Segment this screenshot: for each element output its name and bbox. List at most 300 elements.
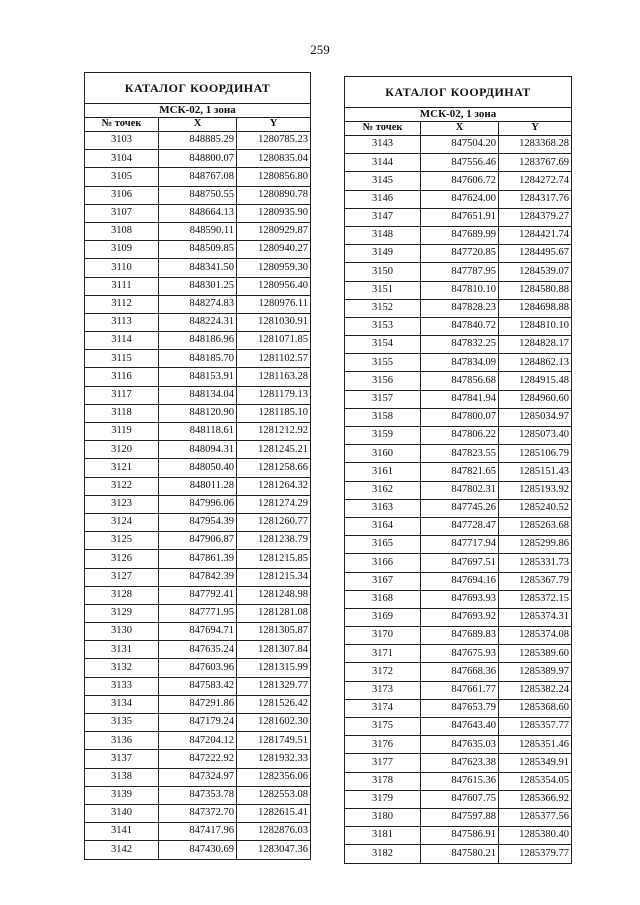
y-coordinate-cell: 1280929.87 [237,222,311,240]
table-row [85,204,311,222]
point-number-cell: 3174 [345,699,421,717]
point-number-cell: 3110 [85,259,159,277]
x-coordinate-cell: 848186.96 [159,332,237,350]
y-coordinate-cell: 1281526.42 [237,695,311,713]
x-coordinate-cell: 847823.55 [421,445,499,463]
y-coordinate-cell: 1281215.34 [237,568,311,586]
y-coordinate-cell: 1281305.87 [237,623,311,641]
table-row [345,754,572,772]
point-number-cell: 3153 [345,317,421,335]
point-number-cell: 3148 [345,226,421,244]
point-number-cell: 3124 [85,513,159,531]
page-number: 259 [310,42,330,57]
point-number-cell: 3166 [345,554,421,572]
x-coordinate-cell: 848750.55 [159,186,237,204]
y-coordinate-cell: 1285351.46 [499,736,572,754]
y-coordinate-cell: 1285382.24 [499,681,572,699]
table-row [85,186,311,204]
point-number-cell: 3171 [345,645,421,663]
x-coordinate-cell: 848050.40 [159,459,237,477]
point-number-cell: 3164 [345,517,421,535]
x-coordinate-cell: 847653.79 [421,699,499,717]
table-row [85,277,311,295]
y-coordinate-cell: 1281248.98 [237,586,311,604]
x-coordinate-cell: 847179.24 [159,714,237,732]
table-row [345,317,572,335]
x-coordinate-cell: 847353.78 [159,786,237,804]
table-row [85,441,311,459]
x-coordinate-cell: 847720.85 [421,245,499,263]
table-row [345,808,572,826]
table-row [345,190,572,208]
y-coordinate-cell: 1285151.43 [499,463,572,481]
y-coordinate-cell: 1280856.80 [237,168,311,186]
y-coordinate-cell: 1283767.69 [499,154,572,172]
y-coordinate-cell: 1281163.28 [237,368,311,386]
x-coordinate-cell: 848274.83 [159,295,237,313]
point-number-cell: 3127 [85,568,159,586]
x-coordinate-cell: 847643.40 [421,718,499,736]
x-coordinate-cell: 847597.88 [421,808,499,826]
x-coordinate-cell: 848120.90 [159,404,237,422]
table-row [345,445,572,463]
point-number-cell: 3157 [345,390,421,408]
y-coordinate-cell: 1281071.85 [237,332,311,350]
table-row [85,532,311,550]
table-row [85,550,311,568]
column-header-x: X [421,122,499,136]
table-row [345,627,572,645]
table-row [85,332,311,350]
table-row [345,136,572,154]
point-number-cell: 3105 [85,168,159,186]
y-coordinate-cell: 1282615.41 [237,804,311,822]
table-row [85,295,311,313]
x-coordinate-cell: 847717.94 [421,536,499,554]
coordinate-catalog-table-left [84,72,311,860]
point-number-cell: 3167 [345,572,421,590]
x-coordinate-cell: 847689.83 [421,627,499,645]
y-coordinate-cell: 1281274.29 [237,495,311,513]
point-number-cell: 3168 [345,590,421,608]
y-coordinate-cell: 1284272.74 [499,172,572,190]
y-coordinate-cell: 1284580.88 [499,281,572,299]
x-coordinate-cell: 847635.24 [159,641,237,659]
x-coordinate-cell: 847834.09 [421,354,499,372]
point-number-cell: 3136 [85,732,159,750]
y-coordinate-cell: 1282356.06 [237,768,311,786]
point-number-cell: 3130 [85,623,159,641]
table-row [345,554,572,572]
x-coordinate-cell: 848800.07 [159,150,237,168]
table-row [85,623,311,641]
x-coordinate-cell: 847954.39 [159,513,237,531]
point-number-cell: 3173 [345,681,421,699]
column-header-point-number: № точек [85,118,159,132]
x-coordinate-cell: 847624.00 [421,190,499,208]
y-coordinate-cell: 1284495.67 [499,245,572,263]
point-number-cell: 3172 [345,663,421,681]
y-coordinate-cell: 1280956.40 [237,277,311,295]
table-row [345,608,572,626]
x-coordinate-cell: 847841.94 [421,390,499,408]
table-row [85,241,311,259]
point-number-cell: 3180 [345,808,421,826]
table-row [85,586,311,604]
y-coordinate-cell: 1281264.32 [237,477,311,495]
table-row [345,427,572,445]
catalog-title: КАТАЛОГ КООРДИНАТ [85,73,311,104]
table-row [345,208,572,226]
table-row [85,404,311,422]
point-number-cell: 3108 [85,222,159,240]
y-coordinate-cell: 1284539.07 [499,263,572,281]
y-coordinate-cell: 1283368.28 [499,136,572,154]
table-row [345,718,572,736]
table-row [345,663,572,681]
x-coordinate-cell: 847556.46 [421,154,499,172]
x-coordinate-cell: 848885.29 [159,132,237,150]
x-coordinate-cell: 847222.92 [159,750,237,768]
y-coordinate-cell: 1285389.97 [499,663,572,681]
table-row [85,677,311,695]
point-number-cell: 3177 [345,754,421,772]
point-number-cell: 3154 [345,336,421,354]
table-row [345,699,572,717]
y-coordinate-cell: 1285349.91 [499,754,572,772]
x-coordinate-cell: 848134.04 [159,386,237,404]
table-row [345,354,572,372]
y-coordinate-cell: 1285331.73 [499,554,572,572]
table-row [345,827,572,845]
table-row [85,732,311,750]
x-coordinate-cell: 848767.08 [159,168,237,186]
x-coordinate-cell: 847821.65 [421,463,499,481]
y-coordinate-cell: 1282553.08 [237,786,311,804]
table-row [345,463,572,481]
x-coordinate-cell: 847828.23 [421,299,499,317]
x-coordinate-cell: 847840.72 [421,317,499,335]
point-number-cell: 3134 [85,695,159,713]
table-row [85,786,311,804]
x-coordinate-cell: 847906.87 [159,532,237,550]
column-header-y: Y [499,122,572,136]
table-row [85,604,311,622]
y-coordinate-cell: 1284810.10 [499,317,572,335]
point-number-cell: 3107 [85,204,159,222]
point-number-cell: 3133 [85,677,159,695]
point-number-cell: 3113 [85,313,159,331]
table-row [345,499,572,517]
x-coordinate-cell: 847787.95 [421,263,499,281]
y-coordinate-cell: 1285372.15 [499,590,572,608]
x-coordinate-cell: 847668.36 [421,663,499,681]
table-row [345,172,572,190]
catalog-body-right [345,136,572,864]
table-row [85,459,311,477]
x-coordinate-cell: 848094.31 [159,441,237,459]
point-number-cell: 3117 [85,386,159,404]
x-coordinate-cell: 847623.38 [421,754,499,772]
point-number-cell: 3112 [85,295,159,313]
table-row [85,350,311,368]
point-number-cell: 3106 [85,186,159,204]
point-number-cell: 3121 [85,459,159,477]
table-row [85,513,311,531]
point-number-cell: 3161 [345,463,421,481]
y-coordinate-cell: 1280835.04 [237,150,311,168]
table-row [345,481,572,499]
x-coordinate-cell: 848341.50 [159,259,237,277]
column-header-point-number: № точек [345,122,421,136]
y-coordinate-cell: 1285106.79 [499,445,572,463]
point-number-cell: 3142 [85,841,159,859]
table-row [345,299,572,317]
table-row [85,714,311,732]
y-coordinate-cell: 1285240.52 [499,499,572,517]
point-number-cell: 3169 [345,608,421,626]
point-number-cell: 3103 [85,132,159,150]
point-number-cell: 3114 [85,332,159,350]
table-row [85,423,311,441]
table-row [345,790,572,808]
table-row [85,222,311,240]
y-coordinate-cell: 1285366.92 [499,790,572,808]
y-coordinate-cell: 1281179.13 [237,386,311,404]
x-coordinate-cell: 848590.11 [159,222,237,240]
y-coordinate-cell: 1284379.27 [499,208,572,226]
x-coordinate-cell: 847430.69 [159,841,237,859]
x-coordinate-cell: 847675.93 [421,645,499,663]
y-coordinate-cell: 1285034.97 [499,408,572,426]
point-number-cell: 3149 [345,245,421,263]
point-number-cell: 3135 [85,714,159,732]
x-coordinate-cell: 847810.10 [421,281,499,299]
table-row [85,659,311,677]
table-row [85,750,311,768]
point-number-cell: 3126 [85,550,159,568]
y-coordinate-cell: 1281258.66 [237,459,311,477]
point-number-cell: 3119 [85,423,159,441]
x-coordinate-cell: 847204.12 [159,732,237,750]
y-coordinate-cell: 1280785.23 [237,132,311,150]
y-coordinate-cell: 1285357.77 [499,718,572,736]
x-coordinate-cell: 847832.25 [421,336,499,354]
point-number-cell: 3125 [85,532,159,550]
table-row [85,168,311,186]
x-coordinate-cell: 848224.31 [159,313,237,331]
y-coordinate-cell: 1285073.40 [499,427,572,445]
x-coordinate-cell: 847583.42 [159,677,237,695]
table-row [345,645,572,663]
x-coordinate-cell: 847606.72 [421,172,499,190]
point-number-cell: 3152 [345,299,421,317]
catalog-zone: МСК-02, 1 зона [85,104,311,118]
y-coordinate-cell: 1280935.90 [237,204,311,222]
x-coordinate-cell: 847372.70 [159,804,237,822]
y-coordinate-cell: 1281212.92 [237,423,311,441]
table-row [345,226,572,244]
table-row [85,841,311,859]
y-coordinate-cell: 1280959.30 [237,259,311,277]
x-coordinate-cell: 847802.31 [421,481,499,499]
y-coordinate-cell: 1285377.56 [499,808,572,826]
y-coordinate-cell: 1285374.31 [499,608,572,626]
y-coordinate-cell: 1284421.74 [499,226,572,244]
table-row [345,772,572,790]
table-row [345,408,572,426]
y-coordinate-cell: 1281102.57 [237,350,311,368]
point-number-cell: 3158 [345,408,421,426]
y-coordinate-cell: 1284915.48 [499,372,572,390]
coordinate-catalog-table-right [344,76,572,864]
x-coordinate-cell: 847504.20 [421,136,499,154]
table-row [85,313,311,331]
column-header-y: Y [237,118,311,132]
x-coordinate-cell: 847800.07 [421,408,499,426]
point-number-cell: 3176 [345,736,421,754]
y-coordinate-cell: 1284828.17 [499,336,572,354]
point-number-cell: 3182 [345,845,421,863]
y-coordinate-cell: 1281030.91 [237,313,311,331]
point-number-cell: 3116 [85,368,159,386]
y-coordinate-cell: 1281329.77 [237,677,311,695]
table-row [345,681,572,699]
point-number-cell: 3156 [345,372,421,390]
y-coordinate-cell: 1281932.33 [237,750,311,768]
y-coordinate-cell: 1285389.60 [499,645,572,663]
y-coordinate-cell: 1281238.79 [237,532,311,550]
table-row [85,132,311,150]
x-coordinate-cell: 847806.22 [421,427,499,445]
y-coordinate-cell: 1281185.10 [237,404,311,422]
table-row [85,477,311,495]
point-number-cell: 3178 [345,772,421,790]
point-number-cell: 3159 [345,427,421,445]
y-coordinate-cell: 1281260.77 [237,513,311,531]
catalog-body-left [85,132,311,860]
x-coordinate-cell: 847745.26 [421,499,499,517]
table-row [85,259,311,277]
x-coordinate-cell: 847689.99 [421,226,499,244]
x-coordinate-cell: 848153.91 [159,368,237,386]
point-number-cell: 3104 [85,150,159,168]
point-number-cell: 3128 [85,586,159,604]
x-coordinate-cell: 847603.96 [159,659,237,677]
table-row [345,390,572,408]
point-number-cell: 3151 [345,281,421,299]
x-coordinate-cell: 847728.47 [421,517,499,535]
table-row [345,590,572,608]
point-number-cell: 3147 [345,208,421,226]
x-coordinate-cell: 847417.96 [159,823,237,841]
point-number-cell: 3144 [345,154,421,172]
y-coordinate-cell: 1284960.60 [499,390,572,408]
y-coordinate-cell: 1284862.13 [499,354,572,372]
y-coordinate-cell: 1281245.21 [237,441,311,459]
x-coordinate-cell: 848301.25 [159,277,237,295]
x-coordinate-cell: 847615.36 [421,772,499,790]
x-coordinate-cell: 847996.06 [159,495,237,513]
point-number-cell: 3175 [345,718,421,736]
point-number-cell: 3179 [345,790,421,808]
y-coordinate-cell: 1285354.05 [499,772,572,790]
y-coordinate-cell: 1280976.11 [237,295,311,313]
point-number-cell: 3145 [345,172,421,190]
point-number-cell: 3163 [345,499,421,517]
x-coordinate-cell: 847792.41 [159,586,237,604]
table-row [85,386,311,404]
y-coordinate-cell: 1285299.86 [499,536,572,554]
table-row [345,281,572,299]
y-coordinate-cell: 1281215.85 [237,550,311,568]
point-number-cell: 3120 [85,441,159,459]
point-number-cell: 3181 [345,827,421,845]
point-number-cell: 3143 [345,136,421,154]
table-row [345,336,572,354]
table-row [345,517,572,535]
x-coordinate-cell: 847580.21 [421,845,499,863]
x-coordinate-cell: 848664.13 [159,204,237,222]
x-coordinate-cell: 847856.68 [421,372,499,390]
table-row [345,154,572,172]
y-coordinate-cell: 1281281.08 [237,604,311,622]
y-coordinate-cell: 1280890.78 [237,186,311,204]
point-number-cell: 3139 [85,786,159,804]
point-number-cell: 3138 [85,768,159,786]
point-number-cell: 3146 [345,190,421,208]
y-coordinate-cell: 1283047.36 [237,841,311,859]
table-row [85,495,311,513]
y-coordinate-cell: 1281307.84 [237,641,311,659]
y-coordinate-cell: 1285263.68 [499,517,572,535]
point-number-cell: 3115 [85,350,159,368]
point-number-cell: 3141 [85,823,159,841]
column-header-x: X [159,118,237,132]
x-coordinate-cell: 848185.70 [159,350,237,368]
x-coordinate-cell: 847291.86 [159,695,237,713]
y-coordinate-cell: 1285380.40 [499,827,572,845]
x-coordinate-cell: 847661.77 [421,681,499,699]
table-row [85,150,311,168]
x-coordinate-cell: 847697.51 [421,554,499,572]
x-coordinate-cell: 848011.28 [159,477,237,495]
point-number-cell: 3165 [345,536,421,554]
y-coordinate-cell: 1285374.08 [499,627,572,645]
point-number-cell: 3160 [345,445,421,463]
x-coordinate-cell: 847693.93 [421,590,499,608]
table-row [85,641,311,659]
point-number-cell: 3162 [345,481,421,499]
table-row [85,804,311,822]
y-coordinate-cell: 1284317.76 [499,190,572,208]
x-coordinate-cell: 848509.85 [159,241,237,259]
point-number-cell: 3122 [85,477,159,495]
point-number-cell: 3111 [85,277,159,295]
table-row [345,736,572,754]
point-number-cell: 3155 [345,354,421,372]
y-coordinate-cell: 1281602.30 [237,714,311,732]
x-coordinate-cell: 847607.75 [421,790,499,808]
point-number-cell: 3109 [85,241,159,259]
table-row [85,368,311,386]
y-coordinate-cell: 1285367.79 [499,572,572,590]
table-row [345,536,572,554]
x-coordinate-cell: 847694.16 [421,572,499,590]
point-number-cell: 3170 [345,627,421,645]
y-coordinate-cell: 1285379.77 [499,845,572,863]
x-coordinate-cell: 847324.97 [159,768,237,786]
